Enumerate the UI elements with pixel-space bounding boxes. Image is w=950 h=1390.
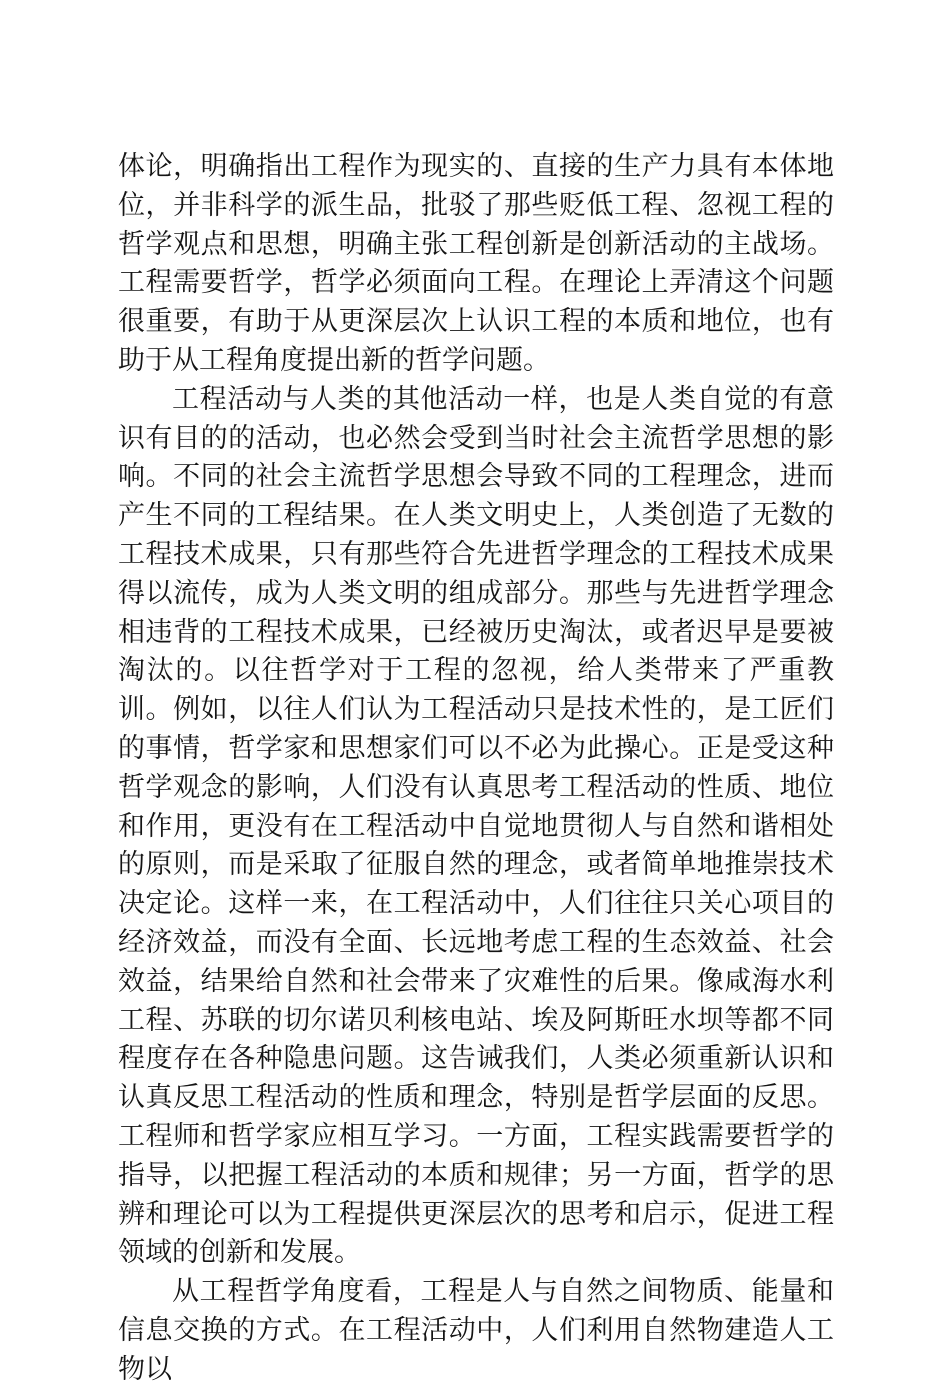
body-text bbox=[118, 148, 834, 1390]
paragraph-3: 从工程哲学角度看，工程是人与自然之间物质、能量和信息交换的方式。在工程活动中，人们利用自然物建造人工物以 bbox=[118, 1276, 834, 1385]
paragraph-1: 体论，明确指出工程作为现实的、直接的生产力具有本体地位，并非科学的派生品，批驳了那些贬低工程、忽视工程的哲学观点和思想，明确主张工程创新是创新活动的主战场。工程需要哲学，哲学必须面向工程。在理论上弄清这个问题很重要，有助于从更深层次上认识工程的本质和地位，也有助于从工程角度提出新的哲学问题。 bbox=[118, 151, 834, 376]
paragraph-2: 工程活动与人类的其他活动一样，也是人类自觉的有意识有目的的活动，也必然会受到当时社会主流哲学思想的影响。不同的社会主流哲学思想会导致不同的工程理念，进而产生不同的工程结果。在人类文明史上，人类创造了无数的工程技术成果，只有那些符合先进哲学理念的工程技术成果得以流传，成为人类文明的组成部分。那些与先进哲学理念相违背的工程技术成果，已经被历史淘汰，或者迟早是要被淘汰的。以往哲学对于工程的忽视，给人类带来了严重教训。例如，以往人们认为工程活动只是技术性的，是工匠们的事情，哲学家和思想家们可以不必为此操心。正是受这种哲学观念的影响，人们没有认真思考工程活动的性质、地位和作用，更没有在工程活动中自觉地贯彻人与自然和谐相处的原则，而是采取了征服自然的理念，或者简单地推崇技术决定论。这样一来，在工程活动中，人们往往只关心项目的经济效益，而没有全面、长远地考虑工程的生态效益、社会效益，结果给自然和社会带来了灾难性的后果。像咸海水利工程、苏联的切尔诺贝利核电站、埃及阿斯旺水坝等都不同程度存在各种隐患问题。这告诫我们，人类必须重新认识和认真反思工程活动的性质和理念，特别是哲学层面的反思。工程师和哲学家应相互学习。一方面，工程实践需要哲学的指导，以把握工程活动的本质和规律；另一方面，哲学的思辨和理论可以为工程提供更深层次的思考和启示，促进工程领域的创新和发展。 bbox=[118, 383, 834, 1269]
